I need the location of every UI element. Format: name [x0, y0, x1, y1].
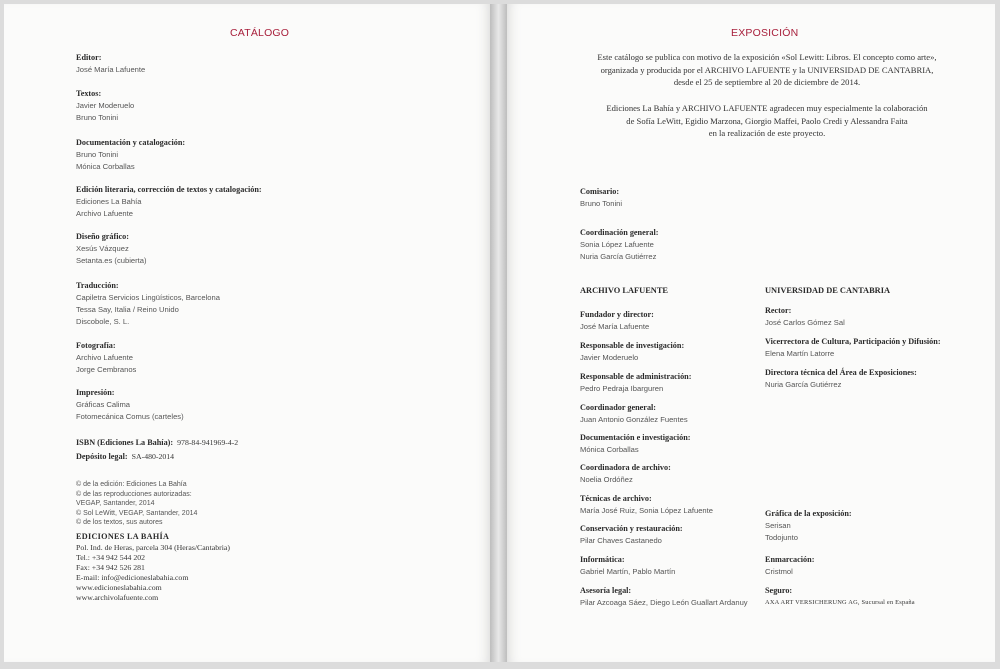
isbn-label: ISBN (Ediciones La Bahía): [76, 438, 174, 447]
credit-coordinacion [580, 227, 658, 263]
publisher-website-link[interactable]: www.edicioneslabahia.com [76, 583, 162, 592]
credit-label: Comisario: [580, 187, 620, 196]
left-page [4, 4, 490, 662]
credit-value: Xesús Vázquez [76, 244, 129, 253]
credit-value: Gabriel Martín, Pablo Martín [580, 567, 676, 576]
seguro-value: AXA ART VERSICHERUNG AG, Sucursal en España [765, 599, 915, 606]
credit-fotografia [76, 340, 136, 376]
copyright-line: © de la edición: Ediciones La Bahía [76, 481, 187, 488]
archivo-lafuente-heading: ARCHIVO LAFUENTE [580, 286, 669, 295]
credit-value: Gráficas Calima [76, 400, 131, 409]
credit-label: Traducción: [76, 281, 119, 290]
credit-value: Todojunto [765, 533, 798, 542]
copyright-block [76, 480, 197, 528]
credit-value: Bruno Tonini [76, 150, 119, 159]
col1-credit [580, 554, 675, 578]
deposito-label: Depósito legal: [76, 452, 128, 461]
credit-comisario [580, 186, 622, 210]
credit-label: Conservación y restauración: [580, 524, 683, 533]
credit-label: Técnicas de archivo: [580, 494, 652, 503]
intro-line: Ediciones La Bahía y ARCHIVO LAFUENTE agradecen muy especialmente la colaboración [606, 103, 928, 113]
credit-label: Documentación y catalogación: [76, 138, 186, 147]
credit-impresion [76, 387, 184, 423]
credit-value: Bruno Tonini [76, 113, 119, 122]
credit-value: Pilar Azcoaga Sáez, Diego León Guallart Ardanuy [580, 598, 748, 607]
credit-value: Nuria García Gutiérrez [765, 380, 842, 389]
deposito-line [76, 449, 238, 463]
credit-label: Responsable de investigación: [580, 341, 685, 350]
credit-textos [76, 88, 134, 124]
publisher-block [76, 531, 230, 603]
credit-value: Mónica Corballas [76, 162, 135, 171]
credit-label: Rector: [765, 306, 792, 315]
intro-line: organizada y producida por el ARCHIVO LAFUENTE y la UNIVERSIDAD DE CANTABRIA, [600, 64, 934, 75]
credit-value: María José Ruiz, Sonia López Lafuente [580, 506, 713, 515]
copyright-line: VEGAP, Santander, 2014 [76, 500, 155, 507]
publisher-line: Fax: +34 942 526 281 [76, 563, 145, 572]
credit-value: Tessa Say, Italia / Reino Unido [76, 305, 179, 314]
credit-value: Cristmol [765, 567, 793, 576]
col1-credit [580, 432, 691, 456]
isbn-block [76, 435, 238, 463]
col2-credit [765, 585, 915, 608]
credit-label: Textos: [76, 89, 102, 98]
credit-label: Coordinador general: [580, 403, 657, 412]
col1-credit [580, 523, 683, 547]
intro-paragraph-1 [547, 51, 987, 89]
credit-label: Coordinadora de archivo: [580, 463, 671, 472]
book-gutter [490, 4, 507, 662]
col2-credit [765, 305, 845, 329]
isbn-line [76, 435, 238, 449]
credit-label: Fotografía: [76, 341, 116, 350]
intro-line: desde el 25 de septiembre al 20 de diciembre de 2014. [673, 77, 861, 88]
col2-credit [765, 336, 941, 360]
credit-value: Juan Antonio González Fuentes [580, 415, 688, 424]
col1-credit [580, 371, 691, 395]
credit-label: Editor: [76, 53, 102, 62]
credit-value: José María Lafuente [580, 322, 650, 331]
credit-value: Javier Moderuelo [580, 353, 639, 362]
col1-credit [580, 462, 671, 486]
credit-label: Documentación e investigación: [580, 433, 691, 442]
credit-documentacion [76, 137, 185, 173]
intro-paragraph-2 [547, 102, 987, 140]
credit-value: Noelia Ordóñez [580, 475, 633, 484]
credit-diseno [76, 231, 147, 267]
credit-label: Fundador y director: [580, 310, 654, 319]
credit-value: Fotomecánica Comus (carteles) [76, 412, 184, 421]
publisher-email-link[interactable]: E-mail: info@edicioneslabahia.com [76, 573, 189, 582]
credit-value: Jorge Cembranos [76, 365, 137, 374]
publisher-line: Tel.: +34 942 544 202 [76, 553, 146, 562]
deposito-value: SA-480-2014 [131, 452, 175, 461]
credit-edicion-literaria [76, 184, 262, 220]
catalog-title: CATÁLOGO [230, 27, 290, 39]
credit-value: Serisan [765, 521, 791, 530]
credit-value: Archivo Lafuente [76, 209, 133, 218]
credit-value: José Carlos Gómez Sal [765, 318, 845, 327]
credit-editor [76, 52, 145, 76]
credit-value: Ediciones La Bahía [76, 197, 142, 206]
credit-label: Asesoría legal: [580, 586, 632, 595]
isbn-value: 978-84-941969-4-2 [177, 438, 239, 447]
copyright-line: © Sol LeWitt, VEGAP, Santander, 2014 [76, 509, 198, 517]
credit-value: Capiletra Servicios Lingüísticos, Barcelona [76, 293, 220, 302]
publisher-name: EDICIONES LA BAHÍA [76, 532, 170, 541]
intro-line: de Sofía LeWitt, Egidio Marzona, Giorgio Maffei, Paolo Credi y Alessandra Faita [626, 115, 908, 126]
credit-value: Bruno Tonini [580, 199, 623, 208]
credit-value: Pedro Pedraja Ibarguren [580, 384, 664, 393]
credit-label: Vicerrectora de Cultura, Participación y Difusión: [765, 337, 941, 346]
col2-credit [765, 367, 917, 391]
credit-value: José María Lafuente [76, 65, 146, 74]
col1-credit [580, 402, 688, 426]
credit-label: Diseño gráfico: [76, 232, 129, 241]
credit-label: Edición literaria, corrección de textos y catalogación: [76, 185, 262, 194]
intro-line: en la realización de este proyecto. [708, 128, 826, 139]
copyright-line: © de las reproducciones autorizadas: [76, 490, 192, 498]
credit-traduccion [76, 280, 220, 328]
credit-label: Gráfica de la exposición: [765, 509, 852, 518]
credit-value: Javier Moderuelo [76, 101, 135, 110]
col2-credit [765, 508, 852, 544]
col1-credit [580, 340, 684, 364]
credit-value: Mónica Corballas [580, 445, 639, 454]
right-page [507, 4, 995, 662]
copyright-line: © de los textos, sus autores [76, 519, 163, 526]
credit-label: Coordinación general: [580, 228, 659, 237]
credit-value: Sonia López Lafuente [580, 240, 654, 249]
credit-label: Responsable de administración: [580, 372, 692, 381]
credit-label: Impresión: [76, 388, 115, 397]
credit-value: Archivo Lafuente [76, 353, 133, 362]
col1-credit [580, 585, 748, 609]
universidad-heading: UNIVERSIDAD DE CANTABRIA [765, 286, 891, 295]
credit-label: Enmarcación: [765, 555, 815, 564]
credit-value: Pilar Chaves Castanedo [580, 536, 662, 545]
credit-value: Nuria García Gutiérrez [580, 252, 657, 261]
col1-credit [580, 493, 713, 517]
credit-value: Setanta.es (cubierta) [76, 256, 147, 265]
seguro-label: Seguro: [765, 586, 793, 595]
credit-value: Discobole, S. L. [76, 317, 130, 326]
archive-website-link[interactable]: www.archivolafuente.com [76, 593, 159, 602]
intro-line: Este catálogo se publica con motivo de la exposición «Sol Lewitt: Libros. El concepto como arte», [597, 52, 937, 62]
publisher-line: Pol. Ind. de Heras, parcela 304 (Heras/Cantabria) [76, 543, 230, 552]
credit-label: Directora técnica del Área de Exposiciones: [765, 368, 917, 377]
exposition-title: EXPOSICIÓN [731, 27, 799, 39]
credit-label: Informática: [580, 555, 625, 564]
credit-value: Elena Martín Latorre [765, 349, 835, 358]
col2-credit [765, 554, 814, 578]
col1-credit [580, 309, 654, 333]
